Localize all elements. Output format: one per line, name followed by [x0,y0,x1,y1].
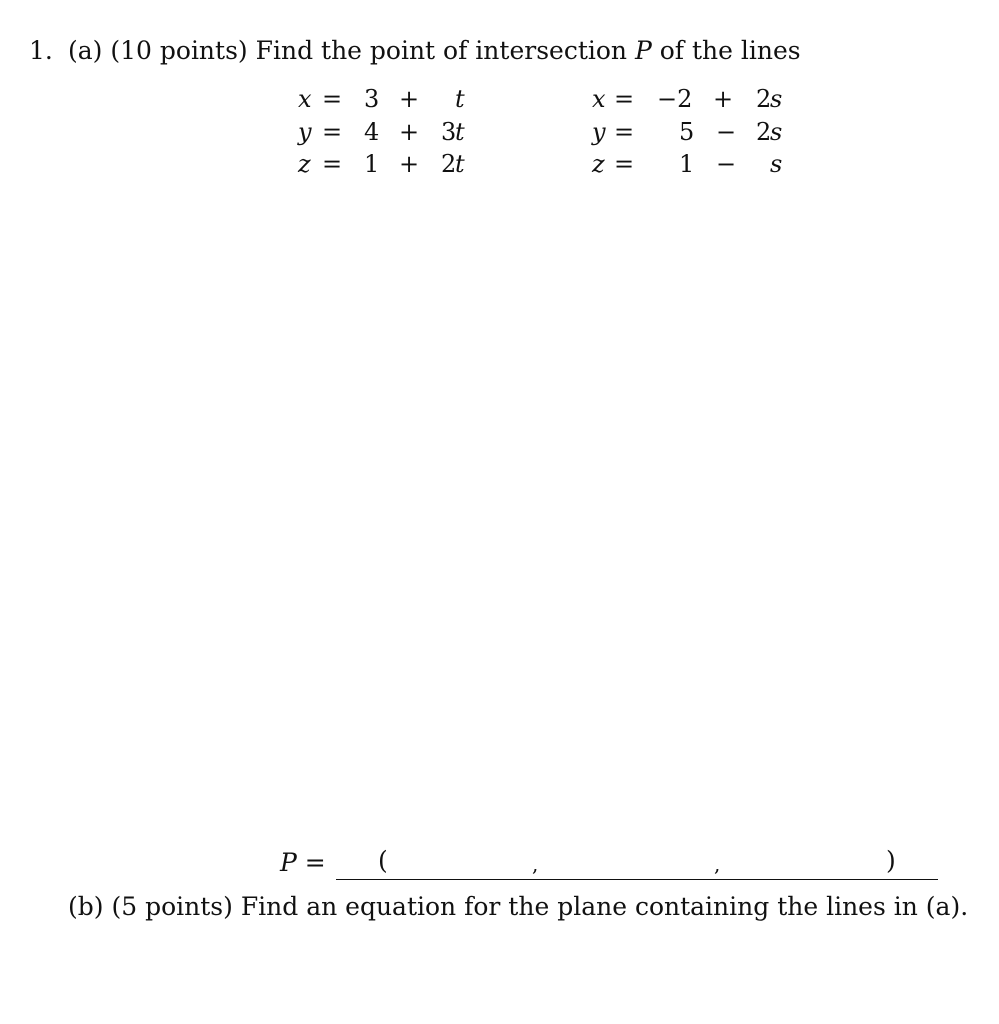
part-b-text: Find an equation for the plane containing the lines in (a). [240,892,969,921]
line-1-const: 4 [364,118,380,146]
line-2-const: 5 [679,118,695,146]
line-2-op: + [713,85,734,113]
line-1-param: t [455,118,465,146]
line-2-row [0,150,820,180]
line-1-coef: 2 [441,150,457,178]
line-2-var: z [592,150,605,178]
part-a-label: (a) [68,36,103,65]
line-1-eq: = [322,85,343,113]
line-1-var: z [298,150,311,178]
line-2-var: y [592,118,606,146]
answer-comma: , [714,852,721,876]
line-1-op: + [399,118,420,146]
line-1-var: x [298,85,312,113]
line-2-param: s [770,118,783,146]
line-2-var: x [592,85,606,113]
line-1-eq: = [322,150,343,178]
line-1-param: t [455,150,465,178]
part-a-text-after: of the lines [659,36,801,65]
answer-symbol: P [280,848,297,877]
line-2-coef: 2 [756,85,772,113]
part-a-prompt [68,36,801,65]
answer-blank-line[interactable] [336,879,938,880]
line-2-row [0,85,820,115]
line-2-eq: = [614,85,635,113]
line-1-op: + [399,150,420,178]
question-number: 1. [29,36,53,65]
line-2-const: −2 [657,85,693,113]
line-2-op: − [716,118,737,146]
line-2-param: s [770,85,783,113]
line-1-coef: 3 [441,118,457,146]
line-1-param: t [455,85,465,113]
line-2-row [0,118,820,148]
line-2-op: − [716,150,737,178]
line-2-coef: 2 [756,118,772,146]
line-2-const: 1 [679,150,695,178]
part-b-points: (5 points) [111,892,233,921]
line-2-param: s [770,150,783,178]
line-1-var: y [298,118,312,146]
line-2-eq: = [614,118,635,146]
line-1-eq: = [322,118,343,146]
line-1-const: 3 [364,85,380,113]
point-symbol: P [634,36,652,65]
answer-open-paren: ( [378,846,388,875]
answer-close-paren: ) [886,846,896,875]
part-a-text-before: Find the point of intersection [255,36,628,65]
line-1-const: 1 [364,150,380,178]
answer-comma: , [532,852,539,876]
part-a-points: (10 points) [110,36,248,65]
line-2-eq: = [614,150,635,178]
answer-label [280,848,326,877]
part-b-label: (b) [68,892,104,921]
answer-eq: = [304,848,326,877]
part-b-prompt [68,892,968,921]
line-1-op: + [399,85,420,113]
